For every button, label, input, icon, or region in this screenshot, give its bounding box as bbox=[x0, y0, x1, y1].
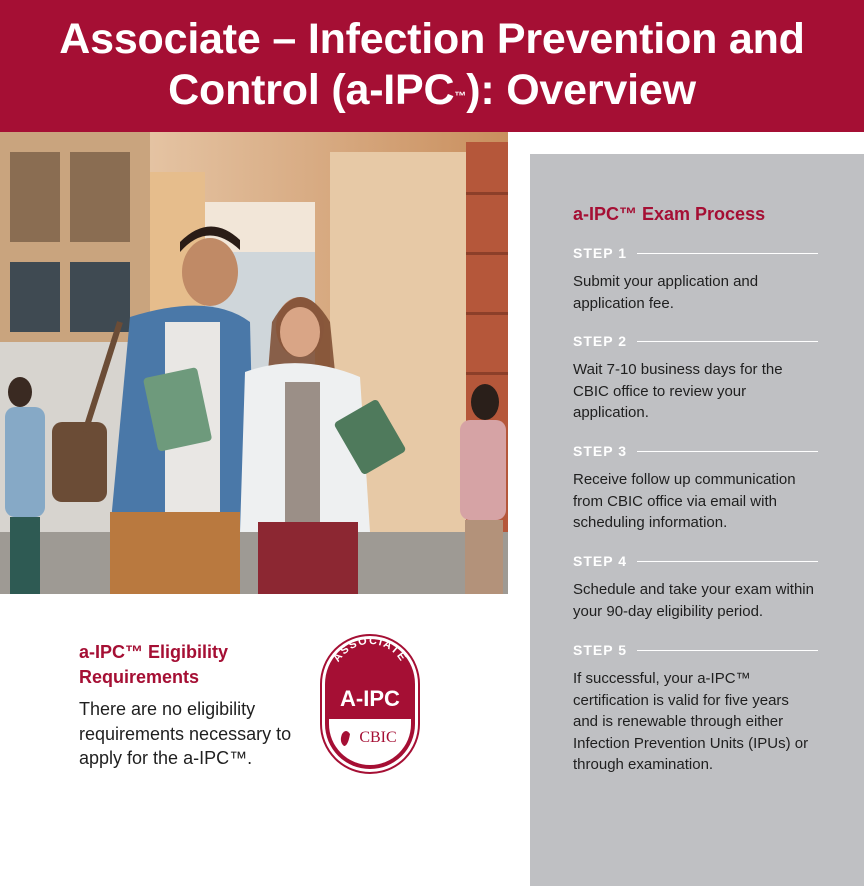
step-4 bbox=[573, 552, 818, 622]
step-label: STEP 3 bbox=[573, 443, 627, 459]
step-description: Submit your application and application fee. bbox=[573, 273, 759, 312]
step-description: If successful, your a-IPC™ certification is valid for five years and is renewable through either Infection Prevention Units (IPUs) or through examination. bbox=[573, 670, 809, 773]
step-2 bbox=[573, 332, 818, 424]
step-3 bbox=[573, 442, 818, 534]
badge-arc-text: ASSOCIATE bbox=[330, 634, 410, 665]
step-5 bbox=[573, 641, 818, 776]
step-label: STEP 5 bbox=[573, 642, 627, 658]
eligibility-text: There are no eligibility requirements necessary to apply for the a-IPC™. bbox=[79, 699, 292, 768]
step-description: Wait 7-10 business days for the CBIC office to review your application. bbox=[573, 361, 783, 421]
a-ipc-badge-logo bbox=[320, 634, 420, 774]
step-description: Schedule and take your exam within your 90-day eligibility period. bbox=[573, 581, 814, 620]
divider bbox=[637, 451, 818, 452]
step-label: STEP 1 bbox=[573, 245, 627, 261]
exam-process-panel bbox=[530, 154, 864, 886]
exam-process-title: a-IPC™ Exam Process bbox=[573, 204, 766, 224]
divider bbox=[637, 561, 818, 562]
eligibility-title: a-IPC™ Eligibility Requirements bbox=[79, 642, 229, 687]
divider bbox=[637, 341, 818, 342]
step-label: STEP 2 bbox=[573, 333, 627, 349]
badge-brand-text: CBIC bbox=[359, 729, 397, 746]
divider bbox=[637, 253, 818, 254]
step-description: Receive follow up communication from CBIC office via email with scheduling information. bbox=[573, 471, 796, 531]
divider bbox=[637, 650, 818, 651]
step-label: STEP 4 bbox=[573, 553, 627, 569]
badge-main-text: A-IPC bbox=[340, 686, 400, 711]
students-photo bbox=[0, 132, 508, 594]
step-1 bbox=[573, 244, 818, 314]
trademark-symbol: ™ bbox=[454, 89, 467, 103]
page-header bbox=[0, 0, 864, 132]
page-title: Associate – Infection Prevention and Control (a-IPC™): Overview bbox=[59, 15, 805, 114]
